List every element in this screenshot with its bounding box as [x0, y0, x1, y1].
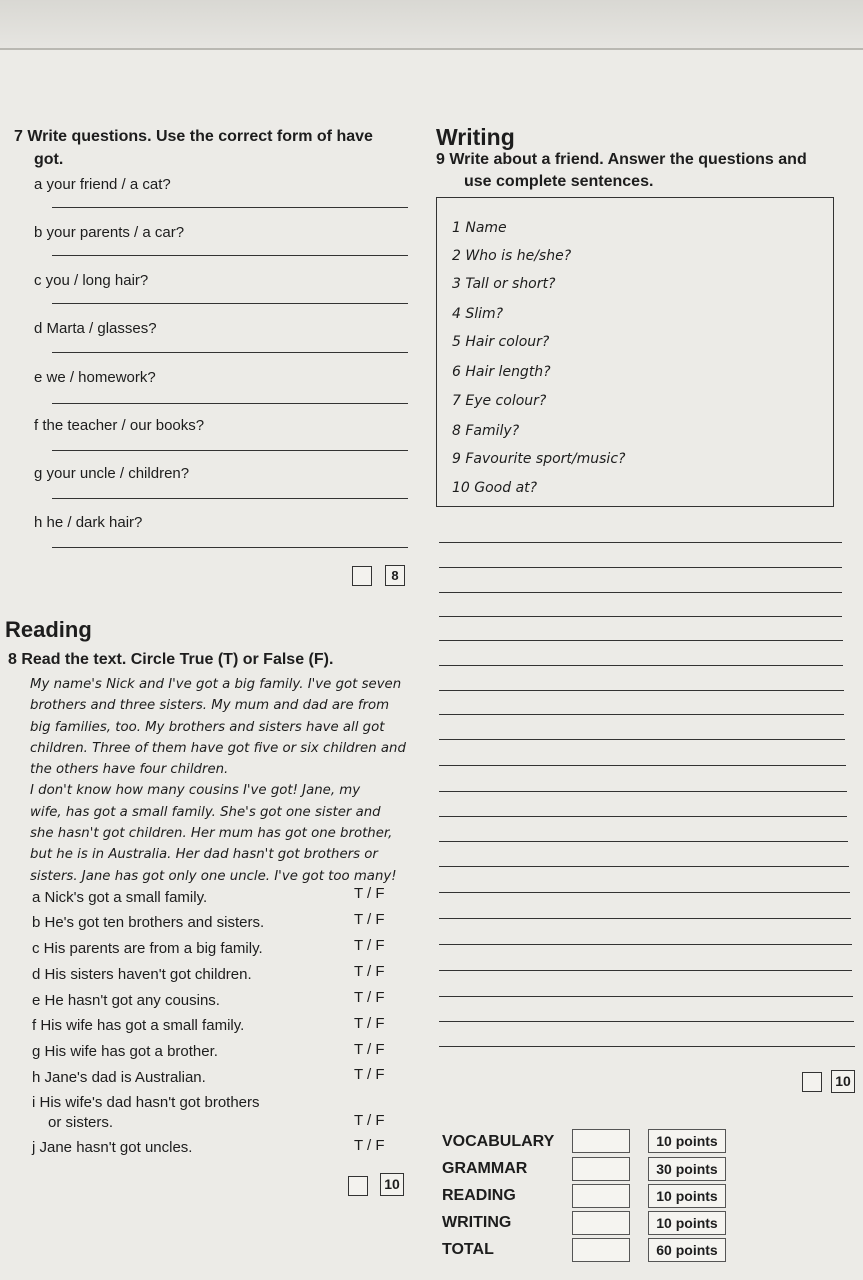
true-false-choice[interactable]: T / F	[354, 1137, 385, 1154]
score-label-vocabulary: VOCABULARY	[442, 1133, 555, 1150]
writing-line[interactable]	[439, 567, 842, 568]
writing-line[interactable]	[439, 866, 849, 867]
statement-d: d His sisters haven't got children.	[32, 966, 252, 983]
writing-question-6: 6 Hair length?	[452, 364, 551, 380]
writing-question-9: 9 Favourite sport/music?	[452, 451, 626, 467]
writing-line[interactable]	[439, 739, 845, 740]
writing-question-5: 5 Hair colour?	[452, 334, 550, 350]
writing-line[interactable]	[439, 816, 847, 817]
writing-title: Writing	[436, 124, 515, 150]
writing-line[interactable]	[439, 714, 844, 715]
true-false-choice[interactable]: T / F	[354, 885, 385, 902]
statement-c: c His parents are from a big family.	[32, 940, 263, 957]
writing-line[interactable]	[439, 542, 842, 543]
ex7-heading-line1: 7 Write questions. Use the correct form of have	[14, 128, 373, 145]
reading-text-line: sisters. Jane has got only one uncle. I've got too many!	[30, 868, 397, 884]
statement-b: b He's got ten brothers and sisters.	[32, 914, 265, 931]
true-false-choice[interactable]: T / F	[354, 1066, 385, 1083]
reading-text-line: big families, too. My brothers and sisters have all got	[30, 719, 385, 735]
score-points-grammar: 30 points	[648, 1157, 726, 1181]
writing-question-2: 2 Who is he/she?	[452, 248, 572, 264]
reading-text-line: I don't know how many cousins I've got! Jane, my	[30, 783, 361, 799]
statement-i: i His wife's dad hasn't got brothers	[32, 1094, 260, 1111]
reading-text-line: My name's Nick and I've got a big family. I've got seven	[30, 677, 402, 692]
writing-line[interactable]	[439, 970, 852, 971]
ex7-score-box[interactable]	[352, 566, 372, 586]
ex7-item-c: c you / long hair?	[34, 272, 149, 289]
reading-title: Reading	[5, 617, 92, 642]
statement-i-cont: or sisters.	[48, 1114, 114, 1131]
writing-line[interactable]	[439, 640, 843, 641]
writing-question-7: 7 Eye colour?	[452, 393, 547, 409]
reading-text	[30, 674, 430, 887]
writing-question-10: 10 Good at?	[452, 480, 538, 496]
score-box-vocabulary[interactable]	[572, 1129, 630, 1153]
answer-line[interactable]	[52, 450, 408, 451]
ex7-item-g: g your uncle / children?	[34, 465, 190, 482]
ex7-item-h: h he / dark hair?	[34, 514, 143, 531]
answer-line[interactable]	[52, 547, 408, 548]
writing-question-3: 3 Tall or short?	[452, 276, 556, 292]
score-box-reading[interactable]	[572, 1184, 630, 1208]
writing-question-4: 4 Slim?	[452, 306, 504, 322]
writing-max-score: 10	[831, 1070, 855, 1093]
writing-line[interactable]	[439, 944, 852, 945]
statement-j: j Jane hasn't got uncles.	[32, 1139, 193, 1156]
true-false-choice[interactable]: T / F	[354, 911, 385, 928]
writing-line[interactable]	[439, 841, 848, 842]
writing-instruction-line2: use complete sentences.	[464, 173, 654, 190]
ex7-item-b: b your parents / a car?	[34, 224, 185, 241]
score-box-total[interactable]	[572, 1238, 630, 1262]
answer-line[interactable]	[52, 207, 408, 208]
statement-h: h Jane's dad is Australian.	[32, 1069, 206, 1086]
writing-line[interactable]	[439, 616, 842, 617]
answer-line[interactable]	[52, 255, 408, 256]
ex7-heading	[14, 128, 373, 146]
page-top-edge	[0, 0, 863, 50]
writing-score-box[interactable]	[802, 1072, 822, 1092]
writing-line[interactable]	[439, 918, 851, 919]
answer-line[interactable]	[52, 352, 408, 353]
score-points-writing: 10 points	[648, 1211, 726, 1235]
true-false-choice[interactable]: T / F	[354, 1041, 385, 1058]
statement-f: f His wife has got a small family.	[32, 1017, 245, 1034]
ex7-heading-line2: got.	[34, 151, 64, 168]
reading-text-line: wife, has got a small family. She's got one sister and	[30, 804, 381, 820]
writing-line[interactable]	[439, 665, 843, 666]
score-label-reading: READING	[442, 1187, 516, 1204]
score-points-vocabulary: 10 points	[648, 1129, 726, 1153]
score-label-total: TOTAL	[442, 1241, 494, 1258]
answer-line[interactable]	[52, 403, 408, 404]
score-points-total: 60 points	[648, 1238, 726, 1262]
true-false-choice[interactable]: T / F	[354, 937, 385, 954]
ex7-max-score: 8	[385, 565, 405, 586]
writing-line[interactable]	[439, 592, 842, 593]
writing-line[interactable]	[439, 892, 850, 893]
reading-text-line: the others have four children.	[30, 762, 229, 778]
writing-instruction-line1: 9 Write about a friend. Answer the questions and	[436, 151, 807, 168]
writing-line[interactable]	[439, 1021, 854, 1022]
writing-question-1: 1 Name	[452, 220, 507, 236]
true-false-choice[interactable]: T / F	[354, 1112, 385, 1129]
reading-text-line: children. Three of them have got five or six children and	[30, 740, 406, 756]
answer-line[interactable]	[52, 303, 408, 304]
score-box-grammar[interactable]	[572, 1157, 630, 1181]
reading-instruction: 8 Read the text. Circle True (T) or False (F).	[8, 651, 334, 668]
ex7-item-f: f the teacher / our books?	[34, 417, 205, 434]
reading-text-line: brothers and three sisters. My mum and dad are from	[30, 698, 390, 714]
reading-max-score: 10	[380, 1173, 404, 1196]
reading-text-line: she hasn't got children. Her mum has got one brother,	[30, 826, 393, 842]
writing-line[interactable]	[439, 996, 853, 997]
ex7-item-d: d Marta / glasses?	[34, 320, 157, 337]
writing-question-8: 8 Family?	[452, 423, 520, 439]
score-box-writing[interactable]	[572, 1211, 630, 1235]
ex7-item-a: a your friend / a cat?	[34, 176, 171, 193]
reading-score-box[interactable]	[348, 1176, 368, 1196]
statement-e: e He hasn't got any cousins.	[32, 992, 220, 1009]
answer-line[interactable]	[52, 498, 408, 499]
writing-line[interactable]	[439, 765, 846, 766]
true-false-choice[interactable]: T / F	[354, 1015, 385, 1032]
writing-line[interactable]	[439, 791, 847, 792]
statement-g: g His wife has got a brother.	[32, 1043, 218, 1060]
score-label-writing: WRITING	[442, 1214, 512, 1231]
true-false-choice[interactable]: T / F	[354, 989, 385, 1006]
writing-line[interactable]	[439, 1046, 855, 1047]
reading-text-line: but he is in Australia. Her dad hasn't got brothers or	[30, 847, 378, 863]
score-label-grammar: GRAMMAR	[442, 1160, 528, 1177]
ex7-item-e: e we / homework?	[34, 369, 156, 386]
score-points-reading: 10 points	[648, 1184, 726, 1208]
statement-a: a Nick's got a small family.	[32, 889, 208, 906]
writing-line[interactable]	[439, 690, 844, 691]
true-false-choice[interactable]: T / F	[354, 963, 385, 980]
